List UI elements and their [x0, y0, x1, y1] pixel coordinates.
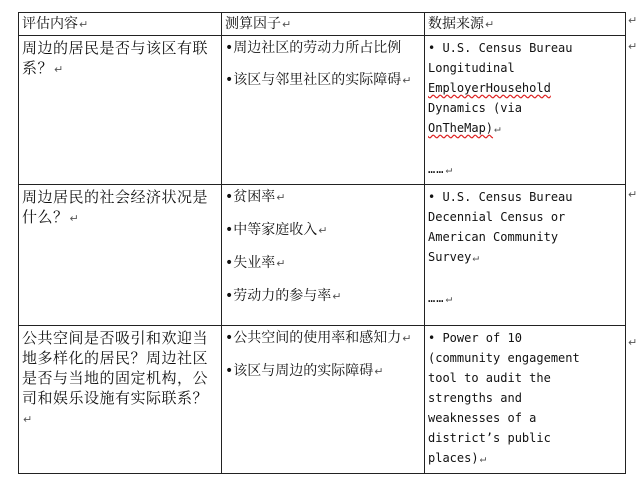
source-line: American Community	[428, 230, 559, 244]
header-sources	[425, 13, 626, 36]
header-sources-label: 数据来源	[428, 16, 484, 32]
source-more	[428, 159, 622, 180]
row-end-mark: ↵	[628, 40, 638, 53]
factor-item	[225, 70, 421, 91]
assessment-text: 公共空间是否吸引和欢迎当地多样化的居民？周边社区是否与当地的固定机构，公司和娱乐设施有实际联系？	[22, 329, 209, 407]
assessment-text: 周边居民的社会经济状况是什么？	[22, 188, 209, 226]
source-more-text: ……	[428, 162, 445, 176]
evaluation-table	[18, 12, 626, 474]
header-assessment-label: 评估内容	[22, 16, 78, 32]
source-line: tool to audit the	[428, 371, 551, 385]
paragraph-mark: ↵	[445, 163, 454, 176]
header-factors-label: 测算因子	[225, 16, 281, 32]
header-assessment	[19, 13, 222, 36]
source-line: strengths and	[428, 391, 522, 405]
assessment-cell	[19, 185, 222, 326]
paragraph-mark: ↵	[479, 452, 487, 465]
paragraph-mark: ↵	[23, 413, 33, 426]
source-line	[428, 247, 622, 268]
paragraph-mark: ↵	[374, 365, 384, 378]
table-header-row	[19, 13, 626, 36]
table-row	[19, 185, 626, 326]
paragraph-mark: ↵	[282, 18, 292, 31]
factors-cell	[222, 326, 425, 474]
factor-text: •该区与邻里社区的实际障碍	[225, 72, 402, 88]
paragraph-mark: ↵	[332, 290, 342, 303]
paragraph-mark: ↵	[472, 251, 479, 264]
factor-text: •该区与周边的实际障碍	[225, 363, 374, 379]
row-end-mark: ↵	[628, 14, 638, 27]
assessment-cell	[19, 326, 222, 474]
factor-text: •中等家庭收入	[225, 222, 318, 238]
row-end-mark: ↵	[628, 336, 638, 349]
source-line: • Power of 10	[428, 331, 522, 345]
paragraph-mark: ↵	[402, 74, 412, 87]
source-line: Decennial Census or	[428, 210, 566, 224]
factors-cell	[222, 36, 425, 185]
paragraph-mark: ↵	[445, 292, 454, 305]
row-end-mark: ↵	[628, 188, 638, 201]
factor-item	[225, 220, 421, 241]
source-more	[428, 288, 622, 309]
factor-text: •公共空间的使用率和感知力	[225, 330, 402, 346]
source-line	[428, 448, 622, 469]
source-line	[428, 118, 622, 139]
factor-item	[225, 361, 421, 382]
sources-cell	[425, 326, 626, 474]
source-text: places)	[428, 451, 479, 465]
source-line: Dynamics (via	[428, 101, 522, 115]
assessment-cell	[19, 36, 222, 185]
factor-item	[225, 253, 421, 274]
source-line: (community engagement	[428, 351, 580, 365]
source-line: EmployerHousehold	[428, 81, 551, 95]
paragraph-mark: ↵	[54, 63, 64, 76]
sources-cell	[425, 185, 626, 326]
source-line: • U.S. Census Bureau	[428, 41, 573, 55]
paragraph-mark: ↵	[69, 212, 80, 225]
table-row	[19, 36, 626, 185]
factor-text: •劳动力的参与率	[225, 288, 332, 304]
factor-text: •贫困率	[225, 189, 276, 205]
source-text: OnTheMap)	[428, 121, 494, 135]
factor-item	[225, 38, 421, 58]
source-line: Longitudinal	[428, 61, 515, 75]
header-factors	[222, 13, 425, 36]
paragraph-mark: ↵	[494, 122, 501, 135]
source-line: district’s public	[428, 431, 551, 445]
sources-cell	[425, 36, 626, 185]
paragraph-mark: ↵	[318, 224, 328, 237]
source-line: weaknesses of a	[428, 411, 537, 425]
source-more-text: ……	[428, 291, 445, 305]
paragraph-mark: ↵	[276, 257, 286, 270]
paragraph-mark: ↵	[79, 18, 89, 31]
table-row	[19, 326, 626, 474]
assessment-text: 周边的居民是否与该区有联系？	[22, 39, 209, 77]
factor-item	[225, 286, 421, 307]
paragraph-mark: ↵	[276, 191, 286, 204]
factor-text: •失业率	[225, 255, 276, 271]
factor-item	[225, 328, 421, 349]
paragraph-mark: ↵	[485, 18, 495, 31]
factors-cell	[222, 185, 425, 326]
factor-text: •周边社区的劳动力所占比例	[225, 40, 402, 56]
factor-item	[225, 187, 421, 208]
source-text: Survey	[428, 250, 472, 264]
paragraph-mark: ↵	[402, 332, 412, 345]
source-line: • U.S. Census Bureau	[428, 190, 573, 204]
